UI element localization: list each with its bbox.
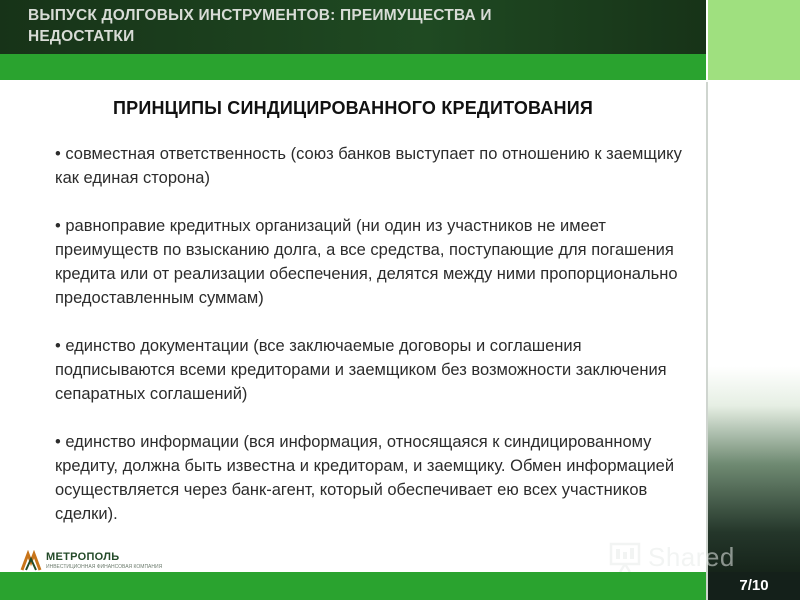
logo-subtitle: ИНВЕСТИЦИОННАЯ ФИНАНСОВАЯ КОМПАНИЯ: [46, 564, 163, 570]
bullet-item: • равноправие кредитных организаций (ни один из участников не имеет преимуществ по взысканию долга, а все средства, поступающие для погашения кредита или от реализации обеспечения, делятся между ними пропорционально предоставленным суммам): [55, 217, 678, 307]
company-logo: [20, 550, 162, 572]
header-accent-block: [706, 0, 800, 80]
header-bar: [0, 0, 706, 54]
header-rule: [0, 80, 706, 82]
page-indicator: 7/10: [739, 577, 769, 594]
bullet-item: • совместная ответственность (союз банков выступает по отношению к заемщику как единая сторона): [55, 145, 682, 187]
bullet-item: • единство документации (все заключаемые договоры и соглашения подписываются всеми кредиторами и заемщиком без возможности заключения сепаратных соглашений): [55, 337, 667, 403]
watermark-text: Shared: [648, 541, 735, 572]
slide-title: ПРИНЦИПЫ СИНДИЦИРОВАННОГО КРЕДИТОВАНИЯ: [112, 98, 594, 118]
logo-name: МЕТРОПОЛЬ: [46, 551, 120, 563]
page-indicator-box: [708, 572, 800, 600]
watermark: [608, 540, 735, 574]
side-panel-divider: [706, 82, 708, 600]
header-title: ВЫПУСК ДОЛГОВЫХ ИНСТРУМЕНТОВ: ПРЕИМУЩЕСТВА И НЕДОСТАТКИ: [28, 7, 492, 45]
footer-bar: [0, 572, 706, 600]
header-divider: [706, 0, 708, 80]
metropol-logo-icon: [20, 550, 42, 572]
bullet-item: • единство информации (вся информация, относящаяся к синдицированному кредиту, должна быть известна и кредиторам, и заемщику. Обмен информацией осуществляется через банк-агент, который обеспечивает ею всех участников сделки).: [55, 433, 675, 523]
decorative-side-panel: [706, 82, 800, 572]
header-green-stripe: [0, 54, 706, 80]
presentation-icon: [608, 540, 642, 574]
bullet-list: [55, 142, 695, 550]
